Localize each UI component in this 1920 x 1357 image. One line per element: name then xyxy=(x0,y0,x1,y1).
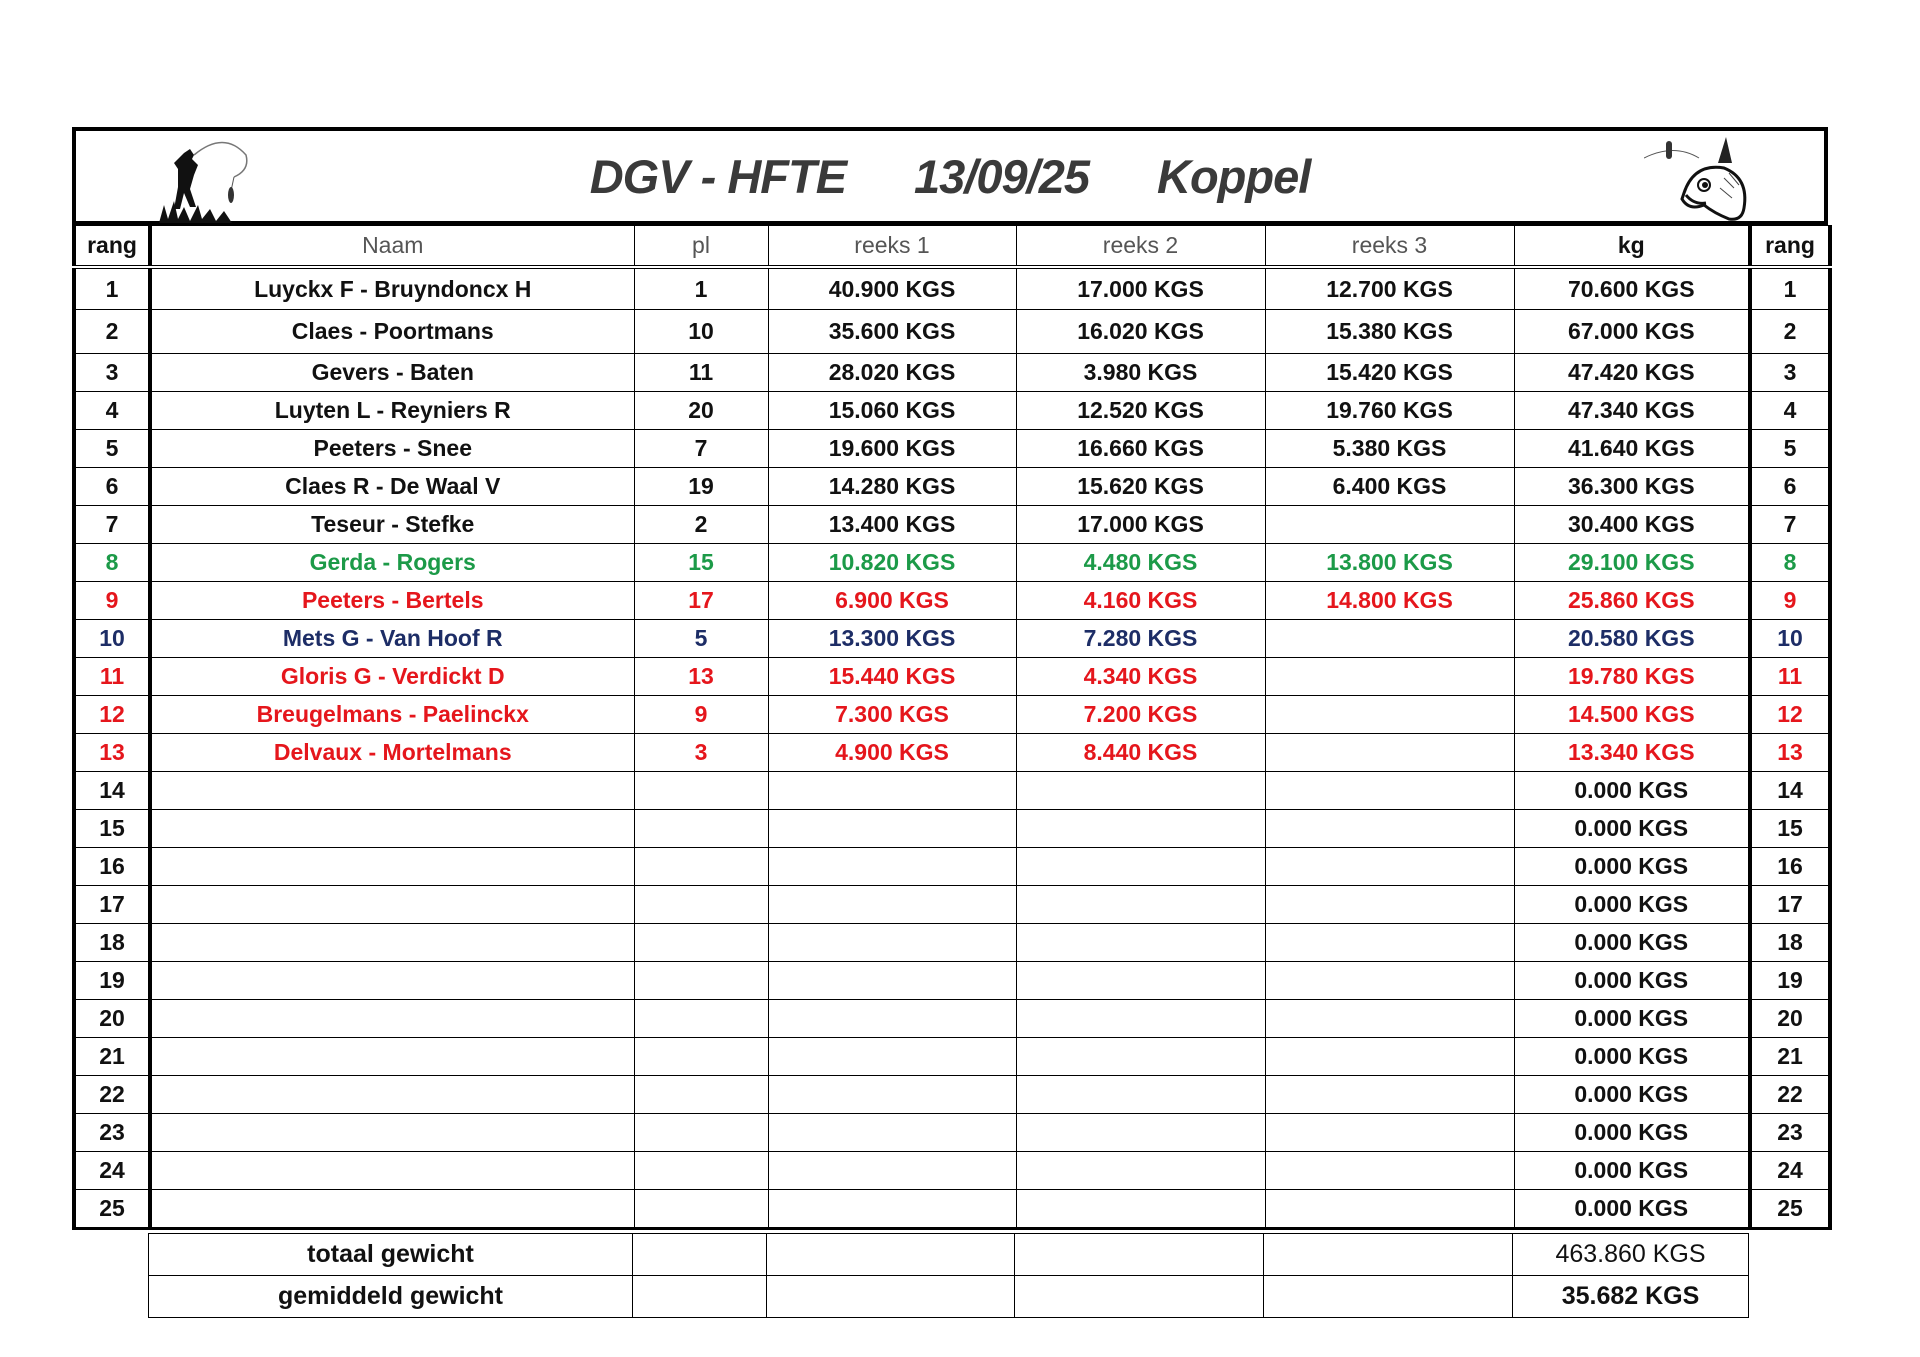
rank-right-cell: 4 xyxy=(1750,392,1830,430)
table-row xyxy=(74,544,1830,582)
rank-right-cell: 9 xyxy=(1750,582,1830,620)
kg-total-cell: 36.300 KGS xyxy=(1514,468,1750,506)
table-row xyxy=(74,310,1830,354)
reeks3-cell xyxy=(1265,620,1514,658)
kg-total-cell: 0.000 KGS xyxy=(1514,1114,1750,1152)
kg-total-cell: 14.500 KGS xyxy=(1514,696,1750,734)
name-cell: Claes - Poortmans xyxy=(150,310,634,354)
reeks2-cell: 4.480 KGS xyxy=(1016,544,1265,582)
kg-total-cell: 0.000 KGS xyxy=(1514,1038,1750,1076)
reeks3-cell xyxy=(1265,734,1514,772)
place-cell xyxy=(634,1076,768,1114)
reeks3-cell xyxy=(1265,848,1514,886)
rank-right-cell: 8 xyxy=(1750,544,1830,582)
kg-total-cell: 41.640 KGS xyxy=(1514,430,1750,468)
reeks3-cell xyxy=(1265,886,1514,924)
reeks3-cell xyxy=(1265,506,1514,544)
rank-cell: 3 xyxy=(74,354,150,392)
reeks2-cell: 8.440 KGS xyxy=(1016,734,1265,772)
rank-right-cell: 18 xyxy=(1750,924,1830,962)
table-row xyxy=(74,886,1830,924)
kg-total-cell: 0.000 KGS xyxy=(1514,962,1750,1000)
name-cell xyxy=(150,1190,634,1229)
rank-cell: 18 xyxy=(74,924,150,962)
rank-right-cell: 19 xyxy=(1750,962,1830,1000)
rank-right-cell: 5 xyxy=(1750,430,1830,468)
reeks1-cell xyxy=(768,848,1016,886)
rank-right-cell: 11 xyxy=(1750,658,1830,696)
total-value: 463.860 KGS xyxy=(1513,1234,1749,1276)
reeks3-cell xyxy=(1265,1038,1514,1076)
match-category: Koppel xyxy=(1157,150,1311,203)
reeks2-cell: 17.000 KGS xyxy=(1016,267,1265,310)
rank-cell: 19 xyxy=(74,962,150,1000)
column-header-reeks3: reeks 3 xyxy=(1265,226,1514,268)
name-cell: Teseur - Stefke xyxy=(150,506,634,544)
rank-cell: 23 xyxy=(74,1114,150,1152)
reeks3-cell xyxy=(1265,1076,1514,1114)
reeks1-cell: 13.300 KGS xyxy=(768,620,1016,658)
kg-total-cell: 67.000 KGS xyxy=(1514,310,1750,354)
reeks1-cell: 28.020 KGS xyxy=(768,354,1016,392)
reeks1-cell xyxy=(768,1190,1016,1229)
name-cell: Gloris G - Verdickt D xyxy=(150,658,634,696)
fish-logo-icon xyxy=(1644,133,1754,225)
rank-cell: 25 xyxy=(74,1190,150,1229)
empty-cell xyxy=(1015,1234,1264,1276)
empty-cell xyxy=(767,1234,1015,1276)
average-row xyxy=(149,1276,1749,1318)
table-row xyxy=(74,696,1830,734)
table-row xyxy=(74,810,1830,848)
reeks3-cell xyxy=(1265,772,1514,810)
name-cell: Luyten L - Reyniers R xyxy=(150,392,634,430)
place-cell: 9 xyxy=(634,696,768,734)
empty-cell xyxy=(1015,1276,1264,1318)
kg-total-cell: 0.000 KGS xyxy=(1514,772,1750,810)
kg-total-cell: 0.000 KGS xyxy=(1514,1076,1750,1114)
empty-cell xyxy=(1264,1234,1513,1276)
rank-cell: 1 xyxy=(74,267,150,310)
rank-right-cell: 24 xyxy=(1750,1152,1830,1190)
name-cell: Peeters - Bertels xyxy=(150,582,634,620)
reeks2-cell: 3.980 KGS xyxy=(1016,354,1265,392)
kg-total-cell: 29.100 KGS xyxy=(1514,544,1750,582)
table-row xyxy=(74,354,1830,392)
reeks1-cell xyxy=(768,962,1016,1000)
rank-right-cell: 22 xyxy=(1750,1076,1830,1114)
reeks2-cell: 15.620 KGS xyxy=(1016,468,1265,506)
reeks3-cell: 15.380 KGS xyxy=(1265,310,1514,354)
reeks2-cell xyxy=(1016,1190,1265,1229)
reeks2-cell xyxy=(1016,1152,1265,1190)
column-header-pl: pl xyxy=(634,226,768,268)
reeks2-cell: 16.020 KGS xyxy=(1016,310,1265,354)
table-row xyxy=(74,582,1830,620)
rank-right-cell: 2 xyxy=(1750,310,1830,354)
place-cell xyxy=(634,772,768,810)
name-cell xyxy=(150,1114,634,1152)
rank-cell: 15 xyxy=(74,810,150,848)
place-cell: 7 xyxy=(634,430,768,468)
place-cell: 15 xyxy=(634,544,768,582)
reeks3-cell: 14.800 KGS xyxy=(1265,582,1514,620)
results-table xyxy=(72,225,1832,1230)
rank-cell: 17 xyxy=(74,886,150,924)
table-row xyxy=(74,734,1830,772)
reeks3-cell: 13.800 KGS xyxy=(1265,544,1514,582)
header-row xyxy=(74,226,1830,268)
table-row xyxy=(74,392,1830,430)
rank-right-cell: 12 xyxy=(1750,696,1830,734)
column-header-naam: Naam xyxy=(150,226,634,268)
rank-right-cell: 1 xyxy=(1750,267,1830,310)
reeks1-cell: 4.900 KGS xyxy=(768,734,1016,772)
reeks1-cell xyxy=(768,1076,1016,1114)
empty-cell xyxy=(633,1276,767,1318)
name-cell: Gevers - Baten xyxy=(150,354,634,392)
page-title xyxy=(76,149,1824,204)
table-row xyxy=(74,924,1830,962)
rank-cell: 4 xyxy=(74,392,150,430)
rank-cell: 16 xyxy=(74,848,150,886)
rank-right-cell: 16 xyxy=(1750,848,1830,886)
rank-cell: 9 xyxy=(74,582,150,620)
reeks1-cell: 6.900 KGS xyxy=(768,582,1016,620)
reeks3-cell xyxy=(1265,1114,1514,1152)
place-cell xyxy=(634,1152,768,1190)
reeks3-cell: 6.400 KGS xyxy=(1265,468,1514,506)
rank-right-cell: 15 xyxy=(1750,810,1830,848)
kg-total-cell: 20.580 KGS xyxy=(1514,620,1750,658)
rank-right-cell: 17 xyxy=(1750,886,1830,924)
rank-cell: 5 xyxy=(74,430,150,468)
reeks3-cell xyxy=(1265,962,1514,1000)
kg-total-cell: 0.000 KGS xyxy=(1514,848,1750,886)
kg-total-cell: 0.000 KGS xyxy=(1514,1000,1750,1038)
name-cell xyxy=(150,886,634,924)
place-cell: 1 xyxy=(634,267,768,310)
rank-right-cell: 6 xyxy=(1750,468,1830,506)
name-cell: Delvaux - Mortelmans xyxy=(150,734,634,772)
reeks2-cell: 7.200 KGS xyxy=(1016,696,1265,734)
place-cell xyxy=(634,1114,768,1152)
reeks3-cell xyxy=(1265,658,1514,696)
kg-total-cell: 0.000 KGS xyxy=(1514,1190,1750,1229)
reeks1-cell: 10.820 KGS xyxy=(768,544,1016,582)
reeks2-cell: 4.160 KGS xyxy=(1016,582,1265,620)
table-row xyxy=(74,506,1830,544)
name-cell xyxy=(150,1038,634,1076)
reeks1-cell: 15.060 KGS xyxy=(768,392,1016,430)
column-header-kg: kg xyxy=(1514,226,1750,268)
name-cell: Luyckx F - Bruyndoncx H xyxy=(150,267,634,310)
reeks1-cell xyxy=(768,1038,1016,1076)
title-bar xyxy=(72,127,1828,225)
reeks2-cell xyxy=(1016,962,1265,1000)
reeks2-cell xyxy=(1016,924,1265,962)
table-row xyxy=(74,658,1830,696)
table-row xyxy=(74,468,1830,506)
reeks1-cell xyxy=(768,810,1016,848)
kg-total-cell: 0.000 KGS xyxy=(1514,1152,1750,1190)
place-cell xyxy=(634,886,768,924)
reeks1-cell: 7.300 KGS xyxy=(768,696,1016,734)
rank-cell: 8 xyxy=(74,544,150,582)
name-cell: Peeters - Snee xyxy=(150,430,634,468)
reeks3-cell: 19.760 KGS xyxy=(1265,392,1514,430)
table-row xyxy=(74,620,1830,658)
totals-table xyxy=(148,1233,1749,1318)
reeks2-cell: 12.520 KGS xyxy=(1016,392,1265,430)
place-cell xyxy=(634,924,768,962)
place-cell: 11 xyxy=(634,354,768,392)
reeks1-cell xyxy=(768,1000,1016,1038)
rank-cell: 7 xyxy=(74,506,150,544)
rank-right-cell: 13 xyxy=(1750,734,1830,772)
name-cell xyxy=(150,1000,634,1038)
rank-right-cell: 23 xyxy=(1750,1114,1830,1152)
name-cell: Breugelmans - Paelinckx xyxy=(150,696,634,734)
table-row xyxy=(74,1152,1830,1190)
kg-total-cell: 13.340 KGS xyxy=(1514,734,1750,772)
reeks3-cell xyxy=(1265,696,1514,734)
reeks2-cell xyxy=(1016,848,1265,886)
reeks2-cell xyxy=(1016,1038,1265,1076)
total-row xyxy=(149,1234,1749,1276)
rank-right-cell: 3 xyxy=(1750,354,1830,392)
reeks2-cell xyxy=(1016,1114,1265,1152)
reeks3-cell xyxy=(1265,1190,1514,1229)
reeks2-cell: 16.660 KGS xyxy=(1016,430,1265,468)
place-cell: 2 xyxy=(634,506,768,544)
kg-total-cell: 25.860 KGS xyxy=(1514,582,1750,620)
kg-total-cell: 47.420 KGS xyxy=(1514,354,1750,392)
rank-cell: 14 xyxy=(74,772,150,810)
reeks2-cell xyxy=(1016,810,1265,848)
table-row xyxy=(74,1076,1830,1114)
reeks1-cell xyxy=(768,886,1016,924)
table-row xyxy=(74,1114,1830,1152)
column-header-rang: rang xyxy=(74,226,150,268)
reeks3-cell xyxy=(1265,1152,1514,1190)
rank-cell: 11 xyxy=(74,658,150,696)
reeks3-cell xyxy=(1265,810,1514,848)
average-value: 35.682 KGS xyxy=(1513,1276,1749,1318)
average-label: gemiddeld gewicht xyxy=(149,1276,633,1318)
reeks1-cell: 35.600 KGS xyxy=(768,310,1016,354)
place-cell: 10 xyxy=(634,310,768,354)
rank-right-cell: 25 xyxy=(1750,1190,1830,1229)
table-row xyxy=(74,430,1830,468)
name-cell: Mets G - Van Hoof R xyxy=(150,620,634,658)
reeks2-cell: 7.280 KGS xyxy=(1016,620,1265,658)
reeks1-cell xyxy=(768,1152,1016,1190)
rank-right-cell: 14 xyxy=(1750,772,1830,810)
name-cell xyxy=(150,962,634,1000)
table-row xyxy=(74,1000,1830,1038)
place-cell: 19 xyxy=(634,468,768,506)
kg-total-cell: 19.780 KGS xyxy=(1514,658,1750,696)
place-cell: 13 xyxy=(634,658,768,696)
reeks1-cell: 15.440 KGS xyxy=(768,658,1016,696)
name-cell: Gerda - Rogers xyxy=(150,544,634,582)
table-row xyxy=(74,267,1830,310)
name-cell xyxy=(150,810,634,848)
reeks1-cell: 19.600 KGS xyxy=(768,430,1016,468)
empty-cell xyxy=(633,1234,767,1276)
rank-cell: 24 xyxy=(74,1152,150,1190)
rank-cell: 21 xyxy=(74,1038,150,1076)
place-cell xyxy=(634,810,768,848)
name-cell xyxy=(150,772,634,810)
empty-cell xyxy=(767,1276,1015,1318)
reeks2-cell xyxy=(1016,1076,1265,1114)
reeks1-cell: 40.900 KGS xyxy=(768,267,1016,310)
place-cell xyxy=(634,962,768,1000)
reeks3-cell: 5.380 KGS xyxy=(1265,430,1514,468)
name-cell: Claes R - De Waal V xyxy=(150,468,634,506)
table-row xyxy=(74,772,1830,810)
reeks1-cell xyxy=(768,1114,1016,1152)
total-label: totaal gewicht xyxy=(149,1234,633,1276)
rank-right-cell: 20 xyxy=(1750,1000,1830,1038)
place-cell xyxy=(634,1038,768,1076)
rank-cell: 13 xyxy=(74,734,150,772)
reeks3-cell xyxy=(1265,924,1514,962)
place-cell: 17 xyxy=(634,582,768,620)
name-cell xyxy=(150,924,634,962)
reeks1-cell xyxy=(768,924,1016,962)
reeks2-cell xyxy=(1016,1000,1265,1038)
reeks3-cell xyxy=(1265,1000,1514,1038)
reeks3-cell: 15.420 KGS xyxy=(1265,354,1514,392)
table-row xyxy=(74,848,1830,886)
place-cell: 5 xyxy=(634,620,768,658)
reeks2-cell: 17.000 KGS xyxy=(1016,506,1265,544)
reeks2-cell xyxy=(1016,886,1265,924)
rank-right-cell: 10 xyxy=(1750,620,1830,658)
column-header-rang-right: rang xyxy=(1750,226,1830,268)
place-cell: 3 xyxy=(634,734,768,772)
kg-total-cell: 0.000 KGS xyxy=(1514,886,1750,924)
rank-right-cell: 7 xyxy=(1750,506,1830,544)
reeks1-cell: 14.280 KGS xyxy=(768,468,1016,506)
reeks2-cell: 4.340 KGS xyxy=(1016,658,1265,696)
place-cell xyxy=(634,1190,768,1229)
rank-cell: 20 xyxy=(74,1000,150,1038)
reeks1-cell xyxy=(768,772,1016,810)
kg-total-cell: 70.600 KGS xyxy=(1514,267,1750,310)
rank-cell: 12 xyxy=(74,696,150,734)
kg-total-cell: 30.400 KGS xyxy=(1514,506,1750,544)
column-header-reeks1: reeks 1 xyxy=(768,226,1016,268)
rank-cell: 6 xyxy=(74,468,150,506)
match-date: 13/09/25 xyxy=(914,150,1089,203)
place-cell xyxy=(634,1000,768,1038)
name-cell xyxy=(150,1152,634,1190)
reeks1-cell: 13.400 KGS xyxy=(768,506,1016,544)
club-name: DGV - HFTE xyxy=(589,150,847,203)
rank-cell: 10 xyxy=(74,620,150,658)
place-cell: 20 xyxy=(634,392,768,430)
kg-total-cell: 47.340 KGS xyxy=(1514,392,1750,430)
table-row xyxy=(74,1038,1830,1076)
kg-total-cell: 0.000 KGS xyxy=(1514,810,1750,848)
reeks2-cell xyxy=(1016,772,1265,810)
place-cell xyxy=(634,848,768,886)
table-row xyxy=(74,1190,1830,1229)
column-header-reeks2: reeks 2 xyxy=(1016,226,1265,268)
table-row xyxy=(74,962,1830,1000)
rank-cell: 2 xyxy=(74,310,150,354)
name-cell xyxy=(150,1076,634,1114)
results-sheet xyxy=(72,127,1828,1230)
name-cell xyxy=(150,848,634,886)
empty-cell xyxy=(1264,1276,1513,1318)
rank-cell: 22 xyxy=(74,1076,150,1114)
reeks3-cell: 12.700 KGS xyxy=(1265,267,1514,310)
kg-total-cell: 0.000 KGS xyxy=(1514,924,1750,962)
rank-right-cell: 21 xyxy=(1750,1038,1830,1076)
